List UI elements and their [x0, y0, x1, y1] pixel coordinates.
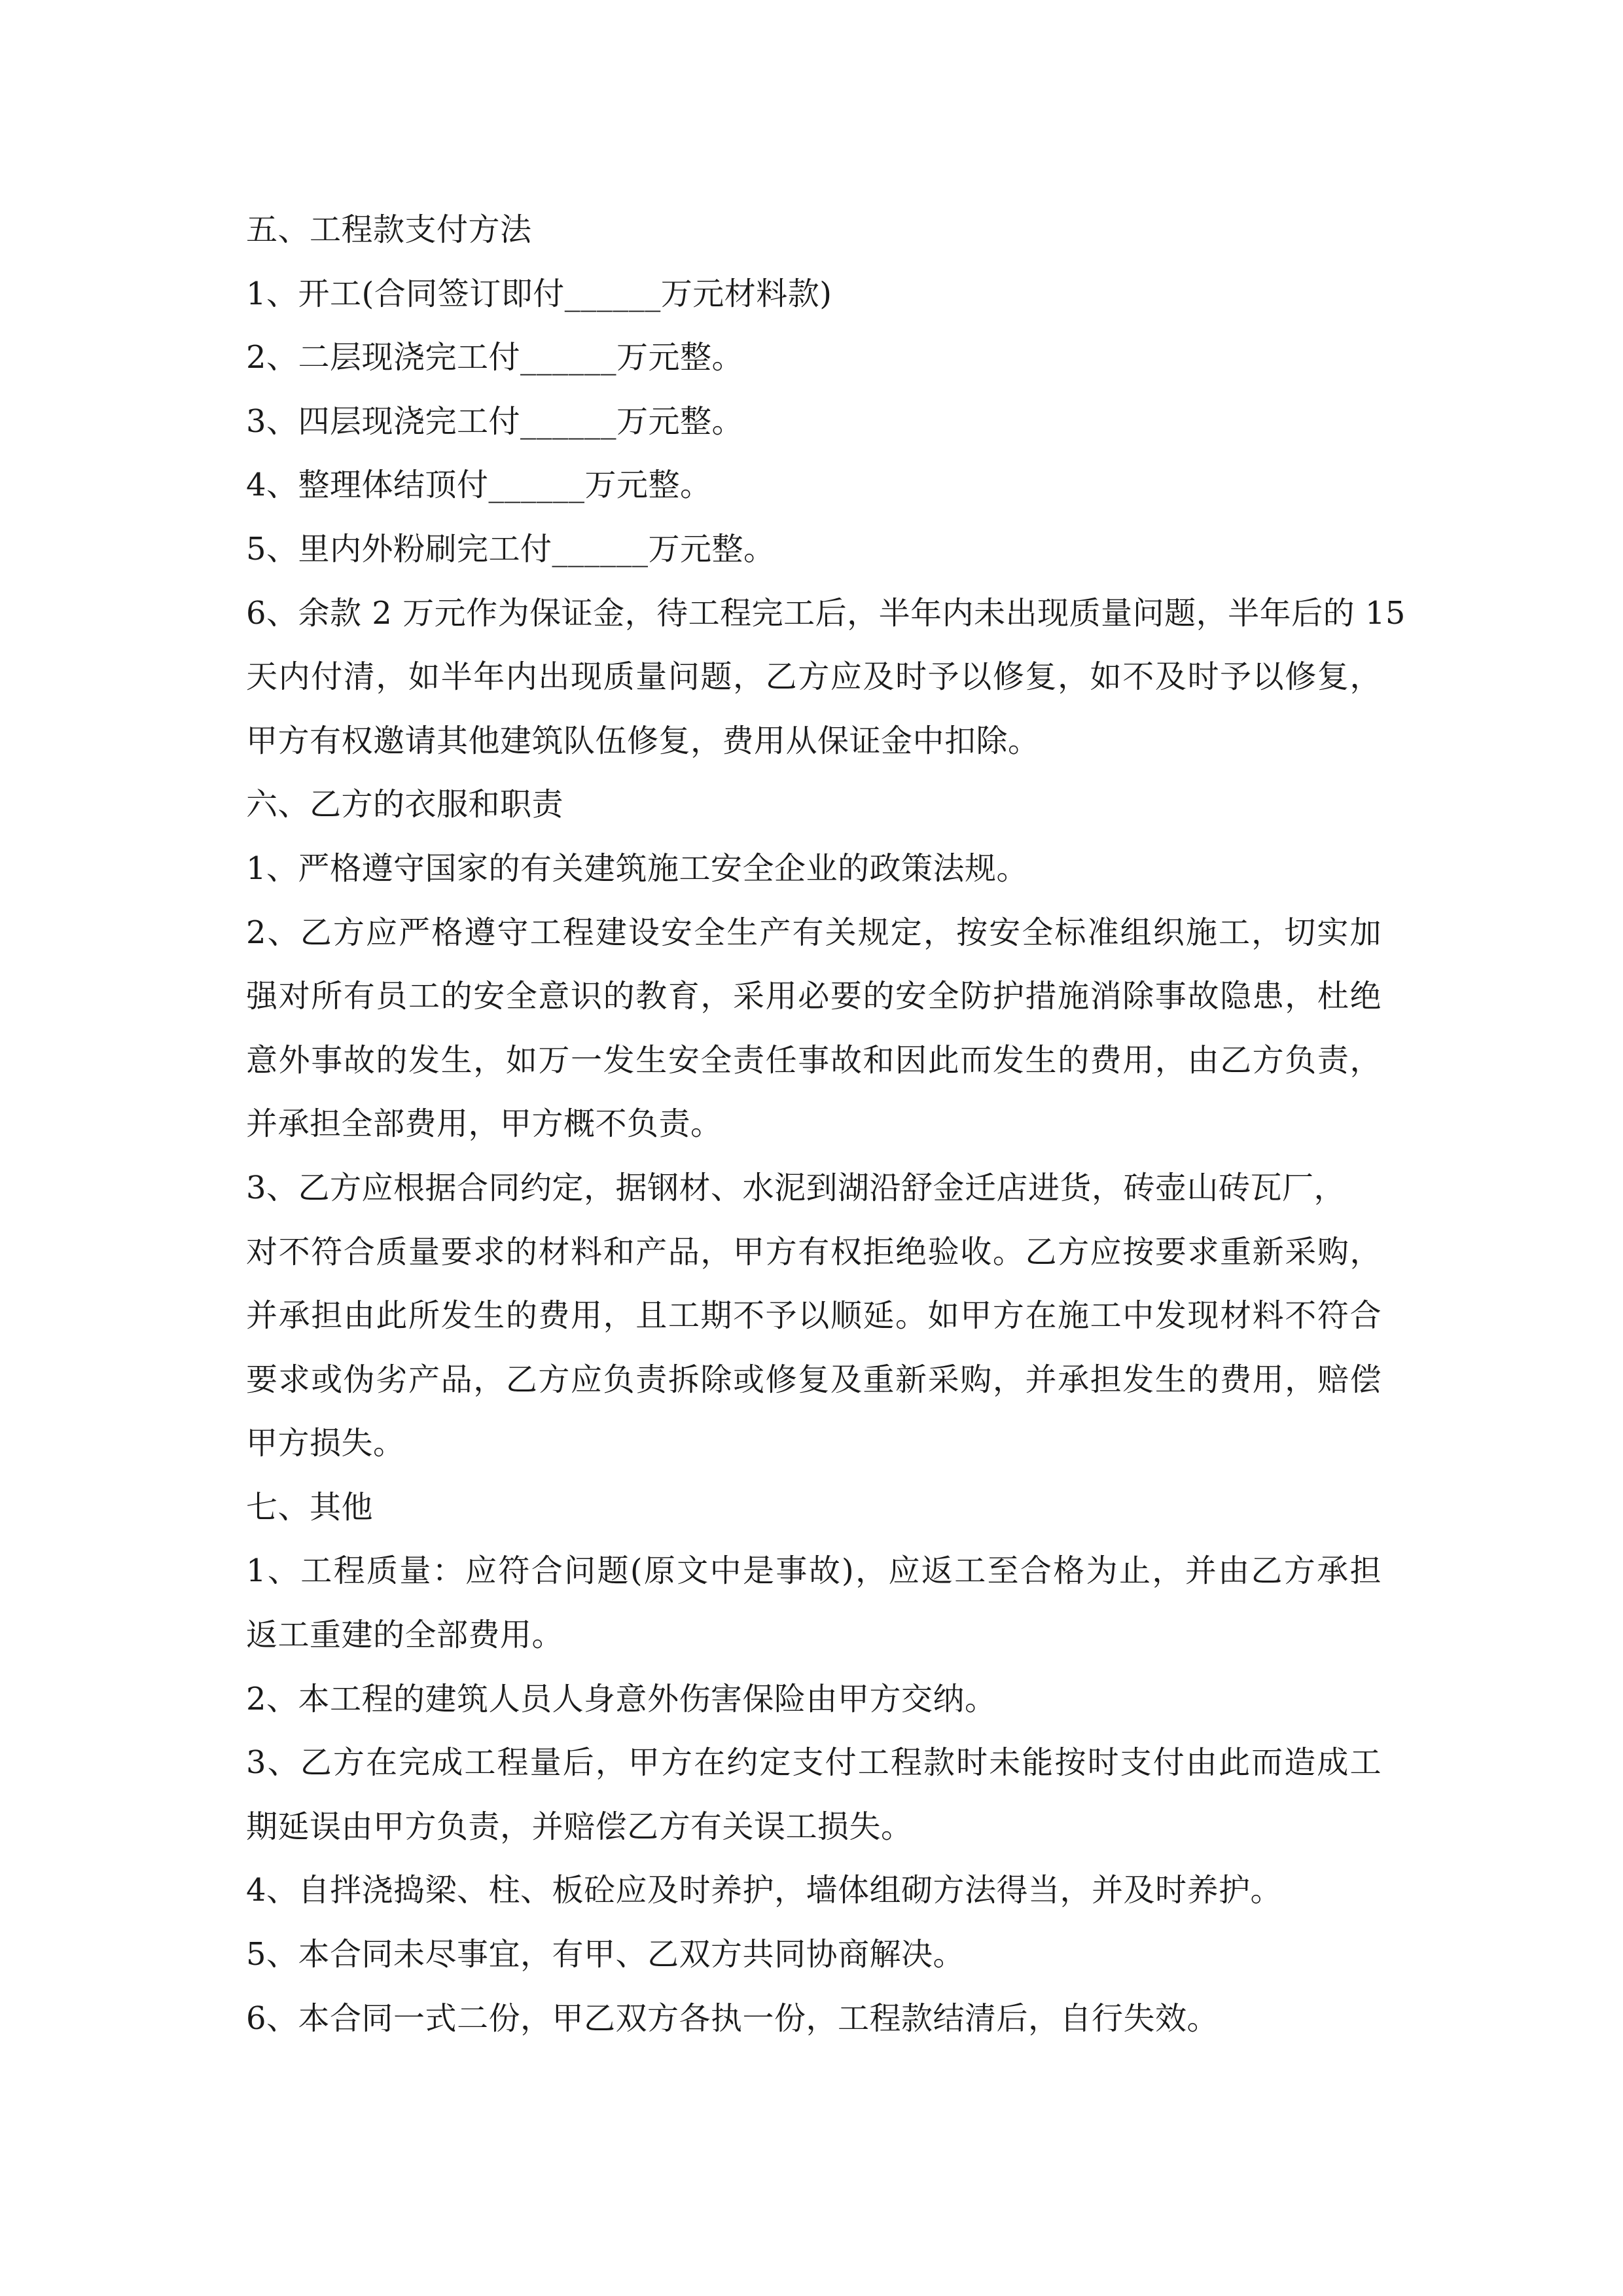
payment-item-6-line-1: 6、余款 2 万元作为保证金，待工程完工后，半年内未出现质量问题，半年后的 15 — [246, 594, 1406, 632]
duty-item-3-line-4: 要求或伪劣产品，乙方应负责拆除或修复及重新采购，并承担发生的费用，赔偿 — [246, 1361, 1382, 1398]
section-heading-duties: 六、乙方的衣服和职责 — [246, 786, 564, 823]
payment-item-4: 4、整理体结顶付______万元整。 — [246, 467, 712, 504]
other-item-5: 5、本合同未尽事宜，有甲、乙双方共同协商解决。 — [246, 1936, 965, 1973]
payment-item-1: 1、开工(合同签订即付______万元材料款) — [246, 275, 832, 312]
duty-item-3-line-2: 对不符合质量要求的材料和产品，甲方有权拒绝验收。乙方应按要求重新采购， — [246, 1233, 1382, 1270]
payment-item-6-line-3: 甲方有权邀请其他建筑队伍修复，费用从保证金中扣除。 — [246, 722, 1040, 759]
payment-item-2: 2、二层现浇完工付______万元整。 — [246, 339, 744, 376]
payment-item-5: 5、里内外粉刷完工付______万元整。 — [246, 530, 776, 567]
other-item-3-line-2: 期延误由甲方负责，并赔偿乙方有关误工损失。 — [246, 1808, 913, 1845]
payment-item-6-line-2: 天内付清，如半年内出现质量问题，乙方应及时予以修复，如不及时予以修复， — [246, 658, 1382, 696]
other-item-1-line-2: 返工重建的全部费用。 — [246, 1617, 564, 1654]
duty-item-3-line-3: 并承担由此所发生的费用，且工期不予以顺延。如甲方在施工中发现材料不符合 — [246, 1297, 1382, 1335]
other-item-3-line-1: 3、乙方在完成工程量后，甲方在约定支付工程款时未能按时支付由此而造成工 — [246, 1744, 1382, 1782]
duty-item-2-line-2: 强对所有员工的安全意识的教育，采用必要的安全防护措施消除事故隐患，杜绝 — [246, 978, 1382, 1015]
duty-item-3-line-1: 3、乙方应根据合同约定，据钢材、水泥到湖沿舒金迁店进货，砖壶山砖瓦厂， — [246, 1169, 1346, 1206]
other-item-6: 6、本合同一式二份，甲乙双方各执一份，工程款结清后，自行失效。 — [246, 2000, 1219, 2037]
duty-item-1: 1、严格遵守国家的有关建筑施工安全企业的政策法规。 — [246, 850, 1029, 887]
payment-item-3: 3、四层现浇完工付______万元整。 — [246, 403, 744, 440]
section-heading-payment: 五、工程款支付方法 — [246, 211, 532, 248]
duty-item-2-line-4: 并承担全部费用，甲方概不负责。 — [246, 1105, 722, 1143]
document-body — [246, 198, 1406, 2051]
duty-item-2-line-3: 意外事故的发生，如万一发生安全责任事故和因此而发生的费用，由乙方负责， — [246, 1041, 1382, 1079]
duty-item-3-line-5: 甲方损失。 — [246, 1425, 405, 1462]
duty-item-2-line-1: 2、乙方应严格遵守工程建设安全生产有关规定，按安全标准组织施工，切实加 — [246, 914, 1382, 951]
other-item-1-line-1: 1、工程质量：应符合问题(原文中是事故)，应返工至合格为止，并由乙方承担 — [246, 1552, 1382, 1590]
section-heading-other: 七、其他 — [246, 1488, 374, 1526]
other-item-4: 4、自拌浇捣梁、柱、板砼应及时养护，墙体组砌方法得当，并及时养护。 — [246, 1872, 1283, 1909]
other-item-2: 2、本工程的建筑人员人身意外伤害保险由甲方交纳。 — [246, 1680, 997, 1717]
